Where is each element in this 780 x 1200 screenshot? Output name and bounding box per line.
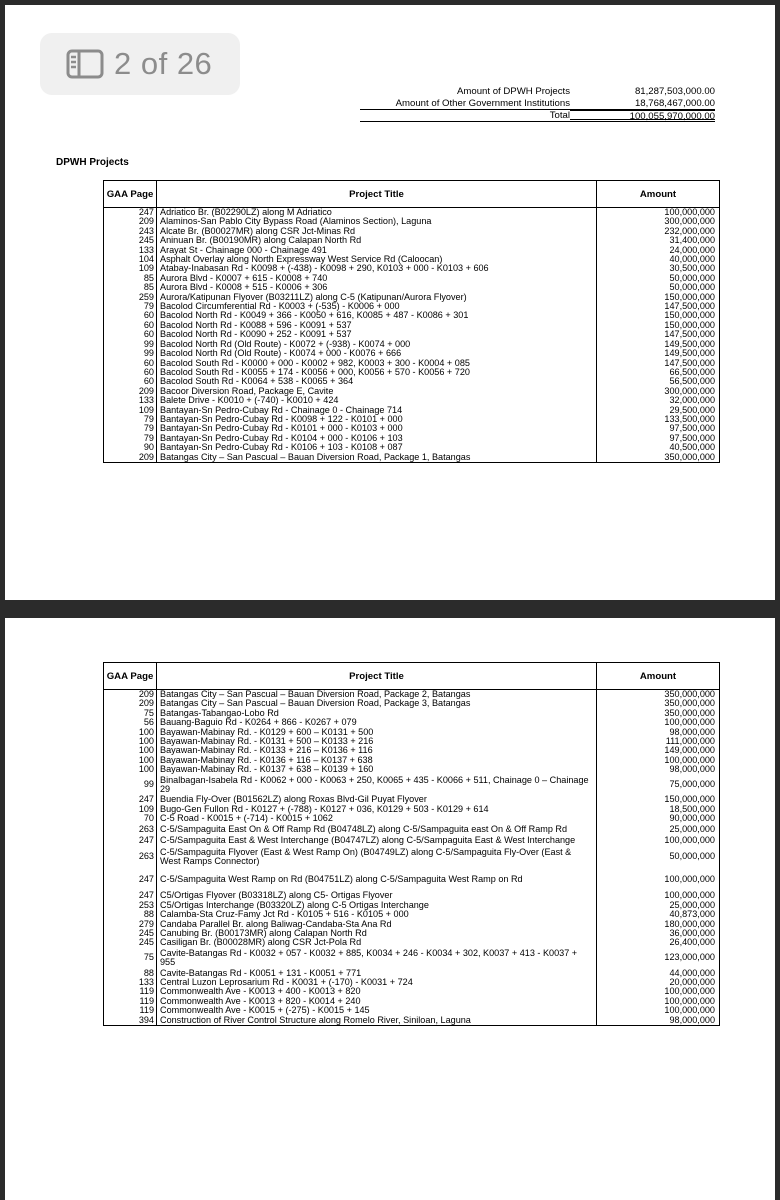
header-amount: Amount: [597, 181, 720, 208]
cell-gaa-page: 99: [104, 340, 157, 349]
summary-total-value: 100,055,970,000.00: [570, 110, 715, 122]
table-row: [104, 208, 720, 218]
cell-amount: 98,000,000: [597, 765, 720, 774]
table-row: [104, 434, 720, 443]
cell-gaa-page: 85: [104, 283, 157, 292]
cell-gaa-page: 247: [104, 208, 157, 218]
table-row: [104, 396, 720, 405]
cell-gaa-page: 253: [104, 901, 157, 910]
cell-amount: 75,000,000: [597, 775, 720, 796]
cell-amount: 350,000,000: [597, 699, 720, 708]
table-row: [104, 765, 720, 774]
table-row: [104, 814, 720, 823]
cell-gaa-page: 79: [104, 302, 157, 311]
cell-amount: 98,000,000: [597, 1016, 720, 1026]
cell-gaa-page: 119: [104, 997, 157, 1006]
table-row: [104, 368, 720, 377]
table-row: [104, 359, 720, 368]
page-thumbnails-icon: [66, 49, 104, 79]
cell-gaa-page: 90: [104, 443, 157, 452]
cell-gaa-page: 245: [104, 938, 157, 947]
table-row: [104, 920, 720, 929]
cell-gaa-page: 60: [104, 359, 157, 368]
cell-amount: 147,500,000: [597, 359, 720, 368]
cell-project-title: Bayawan-Mabinay Rd. - K0137 + 638 – K0139 + 160: [157, 765, 597, 774]
table-row: [104, 340, 720, 349]
cell-amount: 100,000,000: [597, 867, 720, 891]
cell-gaa-page: 100: [104, 746, 157, 755]
amount-summary: [360, 86, 720, 122]
cell-project-title: Bacoor Diversion Road, Package E, Cavite: [157, 387, 597, 396]
table-row: [104, 264, 720, 273]
cell-project-title: Bantayan-Sn Pedro-Cubay Rd - Chainage 0 - Chainage 714: [157, 406, 597, 415]
page-separator: [0, 600, 780, 618]
cell-amount: 111,000,000: [597, 737, 720, 746]
cell-gaa-page: 259: [104, 293, 157, 302]
cell-amount: 26,400,000: [597, 938, 720, 947]
cell-amount: 100,000,000: [597, 987, 720, 996]
cell-amount: 232,000,000: [597, 227, 720, 236]
page-indicator-label: 2 of 26: [114, 46, 213, 81]
cell-amount: 40,873,000: [597, 910, 720, 919]
table-row: [104, 1016, 720, 1026]
cell-amount: 97,500,000: [597, 434, 720, 443]
cell-project-title: Central Luzon Leprosarium Rd - K0031 + (-170) - K0031 + 724: [157, 978, 597, 987]
cell-gaa-page: 100: [104, 737, 157, 746]
table-row: [104, 718, 720, 727]
table-row: [104, 969, 720, 978]
cell-gaa-page: 245: [104, 929, 157, 938]
cell-project-title: Asphalt Overlay along North Expressway West Service Rd (Caloocan): [157, 255, 597, 264]
cell-amount: 300,000,000: [597, 217, 720, 226]
cell-amount: 180,000,000: [597, 920, 720, 929]
table-row: [104, 424, 720, 433]
cell-amount: 350,000,000: [597, 453, 720, 463]
cell-amount: 50,000,000: [597, 847, 720, 868]
cell-project-title: Calamba-Sta Cruz-Famy Jct Rd - K0105 + 516 - K0105 + 000: [157, 910, 597, 919]
cell-project-title: Cavite-Batangas Rd - K0032 + 057 - K0032 + 885, K0034 + 246 - K0034 + 302, K0037 + 413 - K0037 + 955: [157, 948, 597, 969]
table-row: [104, 997, 720, 1006]
cell-amount: 50,000,000: [597, 283, 720, 292]
header-gaa-page: GAA Page: [104, 663, 157, 690]
cell-project-title: Adriatico Br. (B02290LZ) along M Adriatico: [157, 208, 597, 218]
table-row: [104, 775, 720, 796]
table-row: [104, 274, 720, 283]
cell-amount: 24,000,000: [597, 246, 720, 255]
cell-amount: 100,000,000: [597, 891, 720, 900]
table-row: [104, 443, 720, 452]
cell-gaa-page: 133: [104, 246, 157, 255]
page-indicator[interactable]: [40, 33, 240, 95]
table-row: [104, 867, 720, 891]
cell-project-title: C-5/Sampaguita East On & Off Ramp Rd (B04748LZ) along C-5/Sampaguita east On & Off Ramp Rd: [157, 824, 597, 835]
cell-gaa-page: 245: [104, 236, 157, 245]
cell-project-title: C5/Ortigas Flyover (B03318LZ) along C5- Ortigas Flyover: [157, 891, 597, 900]
cell-amount: 100,000,000: [597, 756, 720, 765]
table-row: [104, 406, 720, 415]
projects-table-page-2: [103, 662, 720, 1026]
table-row: [104, 321, 720, 330]
table-row: [104, 415, 720, 424]
cell-gaa-page: 60: [104, 377, 157, 386]
cell-project-title: Bacolod South Rd - K0055 + 174 - K0056 + 000, K0056 + 570 - K0056 + 720: [157, 368, 597, 377]
table-row: [104, 709, 720, 718]
cell-amount: 32,000,000: [597, 396, 720, 405]
table-row: [104, 805, 720, 814]
cell-gaa-page: 100: [104, 756, 157, 765]
table-row: [104, 377, 720, 386]
cell-project-title: Bayawan-Mabinay Rd. - K0131 + 500 – K0133 + 216: [157, 737, 597, 746]
section-title: DPWH Projects: [56, 157, 129, 168]
summary-dpwh-value: 81,287,503,000.00: [634, 86, 715, 97]
cell-gaa-page: 263: [104, 847, 157, 868]
cell-project-title: Bantayan-Sn Pedro-Cubay Rd - K0098 + 122 - K0101 + 000: [157, 415, 597, 424]
cell-amount: 147,500,000: [597, 330, 720, 339]
cell-amount: 133,500,000: [597, 415, 720, 424]
summary-dpwh-label: Amount of DPWH Projects: [456, 86, 570, 97]
cell-project-title: Aurora Blvd - K0007 + 615 - K0008 + 740: [157, 274, 597, 283]
cell-gaa-page: 133: [104, 396, 157, 405]
table-row: [104, 1006, 720, 1015]
cell-project-title: Binalbagan-Isabela Rd - K0062 + 000 - K0063 + 250, K0065 + 435 - K0066 + 511, Chainage 0 – Chainage 29: [157, 775, 597, 796]
table-row: [104, 699, 720, 708]
cell-project-title: Aninuan Br. (B00190MR) along Calapan North Rd: [157, 236, 597, 245]
cell-project-title: Bacolod Circumferential Rd - K0003 + (-535) - K0006 + 000: [157, 302, 597, 311]
cell-amount: 350,000,000: [597, 690, 720, 700]
cell-project-title: Bacolod South Rd - K0000 + 000 - K0002 + 982, K0003 + 300 - K0004 + 085: [157, 359, 597, 368]
cell-gaa-page: 133: [104, 978, 157, 987]
cell-gaa-page: 75: [104, 948, 157, 969]
cell-gaa-page: 100: [104, 728, 157, 737]
cell-amount: 100,000,000: [597, 718, 720, 727]
cell-gaa-page: 99: [104, 349, 157, 358]
cell-amount: 100,000,000: [597, 835, 720, 846]
cell-amount: 100,000,000: [597, 997, 720, 1006]
table-row: [104, 910, 720, 919]
cell-project-title: Atabay-Inabasan Rd - K0098 + (-438) - K0098 + 290, K0103 + 000 - K0103 + 606: [157, 264, 597, 273]
table-row: [104, 847, 720, 868]
table-row: [104, 987, 720, 996]
cell-gaa-page: 70: [104, 814, 157, 823]
cell-project-title: Bacolod North Rd - K0049 + 366 - K0050 + 616, K0085 + 487 - K0086 + 301: [157, 311, 597, 320]
cell-gaa-page: 109: [104, 805, 157, 814]
table-row: [104, 311, 720, 320]
cell-project-title: Batangas City – San Pascual – Bauan Diversion Road, Package 2, Batangas: [157, 690, 597, 700]
cell-gaa-page: 247: [104, 867, 157, 891]
cell-amount: 25,000,000: [597, 901, 720, 910]
table-row: [104, 978, 720, 987]
cell-project-title: C-5/Sampaguita Flyover (East & West Ramp On) (B04749LZ) along C-5/Sampaguita Fly-Over (East & West Ramps Connector): [157, 847, 597, 868]
cell-project-title: Bayawan-Mabinay Rd. - K0133 + 216 – K0136 + 116: [157, 746, 597, 755]
table-row: [104, 236, 720, 245]
cell-amount: 44,000,000: [597, 969, 720, 978]
table-row: [104, 795, 720, 804]
table-header-row: [104, 181, 720, 208]
cell-gaa-page: 209: [104, 690, 157, 700]
cell-gaa-page: 247: [104, 795, 157, 804]
summary-row-total: [360, 110, 720, 122]
cell-amount: 29,500,000: [597, 406, 720, 415]
cell-project-title: Bantayan-Sn Pedro-Cubay Rd - K0101 + 000 - K0103 + 000: [157, 424, 597, 433]
cell-project-title: Bacolod North Rd - K0088 + 596 - K0091 + 537: [157, 321, 597, 330]
cell-gaa-page: 247: [104, 835, 157, 846]
cell-amount: 50,000,000: [597, 274, 720, 283]
cell-gaa-page: 119: [104, 987, 157, 996]
cell-gaa-page: 75: [104, 709, 157, 718]
cell-project-title: Aurora Blvd - K0008 + 515 - K0006 + 306: [157, 283, 597, 292]
table-row: [104, 387, 720, 396]
cell-gaa-page: 209: [104, 387, 157, 396]
cell-amount: 40,000,000: [597, 255, 720, 264]
cell-gaa-page: 394: [104, 1016, 157, 1026]
cell-amount: 150,000,000: [597, 321, 720, 330]
cell-amount: 18,500,000: [597, 805, 720, 814]
cell-project-title: Batangas-Tabangao-Lobo Rd: [157, 709, 597, 718]
cell-gaa-page: 209: [104, 217, 157, 226]
cell-gaa-page: 60: [104, 330, 157, 339]
table-row: [104, 227, 720, 236]
cell-amount: 40,500,000: [597, 443, 720, 452]
cell-gaa-page: 79: [104, 415, 157, 424]
table-row: [104, 453, 720, 463]
cell-project-title: Bayawan-Mabinay Rd. - K0136 + 116 – K0137 + 638: [157, 756, 597, 765]
table-row: [104, 746, 720, 755]
cell-gaa-page: 60: [104, 368, 157, 377]
table-row: [104, 824, 720, 835]
cell-amount: 150,000,000: [597, 293, 720, 302]
cell-gaa-page: 79: [104, 434, 157, 443]
table-row: [104, 330, 720, 339]
cell-project-title: Balete Drive - K0010 + (-740) - K0010 + 424: [157, 396, 597, 405]
cell-project-title: Arayat St - Chainage 000 - Chainage 491: [157, 246, 597, 255]
table-row: [104, 929, 720, 938]
cell-gaa-page: 99: [104, 775, 157, 796]
table-row: [104, 349, 720, 358]
cell-gaa-page: 85: [104, 274, 157, 283]
cell-gaa-page: 56: [104, 718, 157, 727]
cell-amount: 100,000,000: [597, 208, 720, 218]
cell-project-title: Alcate Br. (B00027MR) along CSR Jct-Minas Rd: [157, 227, 597, 236]
cell-gaa-page: 88: [104, 910, 157, 919]
cell-gaa-page: 209: [104, 453, 157, 463]
table-row: [104, 938, 720, 947]
cell-project-title: Bayawan-Mabinay Rd. - K0129 + 600 – K0131 + 500: [157, 728, 597, 737]
cell-amount: 90,000,000: [597, 814, 720, 823]
cell-amount: 56,500,000: [597, 377, 720, 386]
cell-gaa-page: 247: [104, 891, 157, 900]
cell-amount: 123,000,000: [597, 948, 720, 969]
table-row: [104, 217, 720, 226]
cell-gaa-page: 60: [104, 321, 157, 330]
cell-amount: 149,500,000: [597, 340, 720, 349]
projects-table-page-1: [103, 180, 720, 463]
cell-project-title: Bauang-Baguio Rd - K0264 + 866 - K0267 + 079: [157, 718, 597, 727]
cell-project-title: Batangas City – San Pascual – Bauan Diversion Road, Package 3, Batangas: [157, 699, 597, 708]
cell-gaa-page: 263: [104, 824, 157, 835]
cell-project-title: Construction of River Control Structure along Romelo River, Siniloan, Laguna: [157, 1016, 597, 1026]
summary-total-label: Total: [360, 110, 570, 122]
cell-amount: 350,000,000: [597, 709, 720, 718]
cell-project-title: Cavite-Batangas Rd - K0051 + 131 - K0051 + 771: [157, 969, 597, 978]
table-row: [104, 728, 720, 737]
cell-amount: 147,500,000: [597, 302, 720, 311]
cell-project-title: Commonwealth Ave - K0015 + (-275) - K0015 + 145: [157, 1006, 597, 1015]
table-row: [104, 901, 720, 910]
cell-project-title: Batangas City – San Pascual – Bauan Diversion Road, Package 1, Batangas: [157, 453, 597, 463]
cell-project-title: Bacolod North Rd (Old Route) - K0072 + (-938) - K0074 + 000: [157, 340, 597, 349]
summary-row-other: [360, 98, 720, 110]
cell-amount: 31,400,000: [597, 236, 720, 245]
cell-amount: 30,500,000: [597, 264, 720, 273]
cell-amount: 100,000,000: [597, 1006, 720, 1015]
table-row: [104, 246, 720, 255]
table-row: [104, 302, 720, 311]
table-row: [104, 948, 720, 969]
table-row: [104, 737, 720, 746]
cell-project-title: Bacolod North Rd - K0090 + 252 - K0091 + 537: [157, 330, 597, 339]
cell-amount: 36,000,000: [597, 929, 720, 938]
header-project-title: Project Title: [157, 181, 597, 208]
cell-project-title: Commonwealth Ave - K0013 + 400 - K0013 + 820: [157, 987, 597, 996]
cell-gaa-page: 243: [104, 227, 157, 236]
cell-project-title: Buendia Fly-Over (B01562LZ) along Roxas Blvd-Gil Puyat Flyover: [157, 795, 597, 804]
cell-amount: 97,500,000: [597, 424, 720, 433]
cell-project-title: Bantayan-Sn Pedro-Cubay Rd - K0106 + 103 - K0108 + 087: [157, 443, 597, 452]
table-row: [104, 835, 720, 846]
cell-gaa-page: 109: [104, 406, 157, 415]
cell-project-title: Alaminos-San Pablo City Bypass Road (Alaminos Section), Laguna: [157, 217, 597, 226]
cell-amount: 25,000,000: [597, 824, 720, 835]
cell-gaa-page: 104: [104, 255, 157, 264]
summary-other-value: 18,768,467,000.00: [570, 98, 715, 110]
cell-project-title: Casiligan Br. (B00028MR) along CSR Jct-Pola Rd: [157, 938, 597, 947]
cell-gaa-page: 88: [104, 969, 157, 978]
table-row: [104, 293, 720, 302]
cell-project-title: C5/Ortigas Interchange (B03320LZ) along C-5 Ortigas Interchange: [157, 901, 597, 910]
cell-project-title: C-5/Sampaguita East & West Interchange (B04747LZ) along C-5/Sampaguita East & West Interchange: [157, 835, 597, 846]
table-row: [104, 255, 720, 264]
cell-gaa-page: 100: [104, 765, 157, 774]
cell-project-title: Aurora/Katipunan Flyover (B03211LZ) along C-5 (Katipunan/Aurora Flyover): [157, 293, 597, 302]
cell-amount: 98,000,000: [597, 728, 720, 737]
header-project-title: Project Title: [157, 663, 597, 690]
header-gaa-page: GAA Page: [104, 181, 157, 208]
cell-amount: 150,000,000: [597, 311, 720, 320]
cell-project-title: Candaba Parallel Br. along Baliwag-Candaba-Sta Ana Rd: [157, 920, 597, 929]
cell-amount: 300,000,000: [597, 387, 720, 396]
cell-project-title: Bugo-Gen Fullon Rd - K0127 + (-788) - K0127 + 036, K0129 + 503 - K0129 + 614: [157, 805, 597, 814]
cell-amount: 149,500,000: [597, 349, 720, 358]
cell-project-title: Bacolod North Rd (Old Route) - K0074 + 000 - K0076 + 666: [157, 349, 597, 358]
table-row: [104, 690, 720, 700]
cell-amount: 66,500,000: [597, 368, 720, 377]
summary-other-label: Amount of Other Government Institutions: [360, 98, 570, 110]
cell-gaa-page: 79: [104, 424, 157, 433]
table-row: [104, 891, 720, 900]
cell-project-title: Commonwealth Ave - K0013 + 820 - K0014 + 240: [157, 997, 597, 1006]
table-row: [104, 283, 720, 292]
cell-gaa-page: 109: [104, 264, 157, 273]
cell-gaa-page: 119: [104, 1006, 157, 1015]
header-amount: Amount: [597, 663, 720, 690]
summary-row-dpwh: [360, 86, 720, 98]
cell-project-title: Bantayan-Sn Pedro-Cubay Rd - K0104 + 000 - K0106 + 103: [157, 434, 597, 443]
cell-gaa-page: 279: [104, 920, 157, 929]
cell-gaa-page: 60: [104, 311, 157, 320]
table-header-row: [104, 663, 720, 690]
cell-amount: 149,000,000: [597, 746, 720, 755]
cell-amount: 20,000,000: [597, 978, 720, 987]
cell-project-title: C-5 Road - K0015 + (-714) - K0015 + 1062: [157, 814, 597, 823]
cell-project-title: C-5/Sampaguita West Ramp on Rd (B04751LZ) along C-5/Sampaguita West Ramp on Rd: [157, 867, 597, 891]
cell-gaa-page: 209: [104, 699, 157, 708]
table-row: [104, 756, 720, 765]
cell-project-title: Canubing Br. (B00173MR) along Calapan North Rd: [157, 929, 597, 938]
cell-project-title: Bacolod South Rd - K0064 + 538 - K0065 + 364: [157, 377, 597, 386]
cell-amount: 150,000,000: [597, 795, 720, 804]
